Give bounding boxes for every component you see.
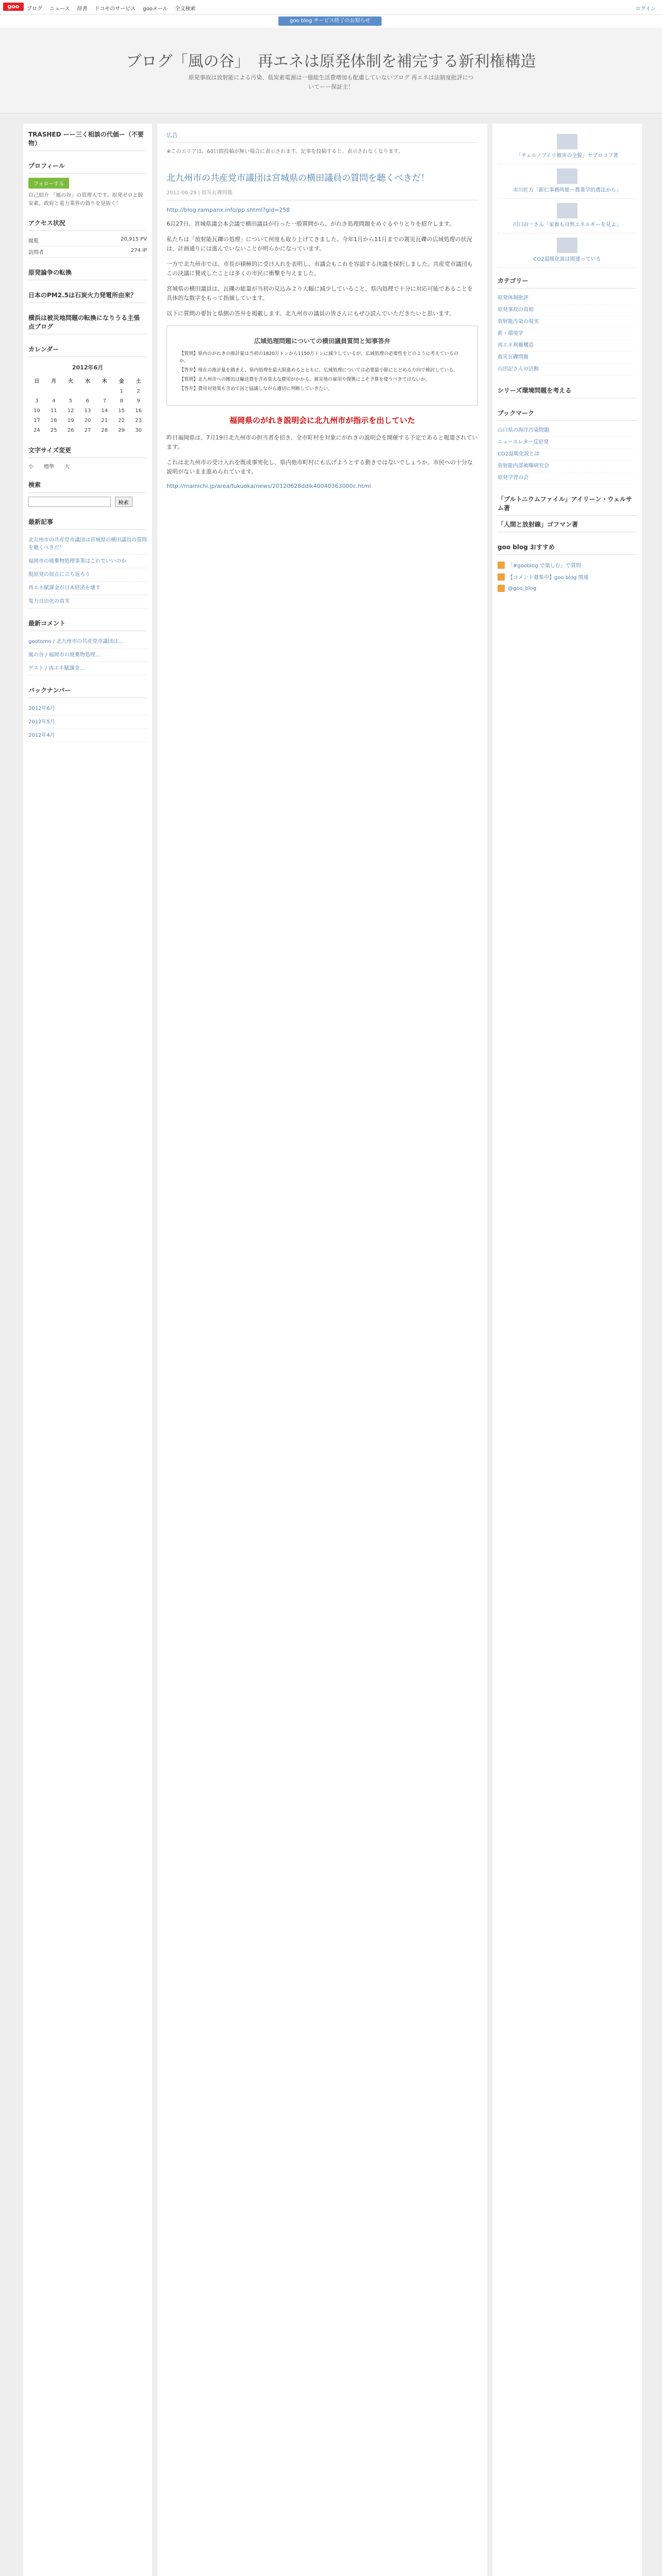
book2-title[interactable]: 「人間と放射線」ゴフマン著 xyxy=(498,520,637,532)
goo-blog-strip xyxy=(0,14,662,28)
recommended-item[interactable] xyxy=(498,199,637,233)
comment-link[interactable]: 風の谷 / 福岡市の廃棄物処理… xyxy=(28,649,147,662)
access-row xyxy=(28,246,147,258)
post-paragraph: 昨日福岡県は、7月19日北九州市の担当者を招き、全市町村を対象にがれきの説明会を開催する予定であると報道されています。 xyxy=(167,434,478,450)
thumbnail-image[interactable] xyxy=(557,134,577,149)
recommend-label[interactable]: 「#gooblog で楽しむ」で質問 xyxy=(508,563,581,569)
calendar-day[interactable]: 25 xyxy=(50,428,57,433)
recent-post-link[interactable]: 電力自由化の真実 xyxy=(28,595,147,608)
calendar-day xyxy=(96,386,113,396)
book-title[interactable]: 「プルトニウムファイル」アイリーン・ウェルサム著 xyxy=(498,495,637,516)
category-link[interactable]: 原発事故の真相 xyxy=(498,304,637,316)
calendar-day[interactable]: 24 xyxy=(34,428,40,433)
trashed-section xyxy=(28,130,147,151)
calendar-day xyxy=(28,386,45,396)
calendar-weekday: 土 xyxy=(136,379,141,384)
backnumber-link[interactable]: 2012年5月 xyxy=(28,716,147,729)
thumbnail-image[interactable] xyxy=(557,203,577,218)
document-line: 【質問】県内のがれきの推計量は当初の1820万トンから1150万トンに減少しているが、広域処理の必要性をどのように考えているのか。 xyxy=(179,351,458,364)
calendar-day[interactable]: 5 xyxy=(69,398,73,404)
recommended-item[interactable] xyxy=(498,130,637,164)
post-paragraph: 宮城県の横田議員は、瓦礫の総量が当初の見込みより大幅に減少していること、県内処理で十分に対応可能であることを具体的な数字をもって指摘しています。 xyxy=(167,285,473,301)
highlight-heading: 福岡県のがれき説明会に北九州市が指示を出していた xyxy=(229,416,415,425)
recommend-label[interactable]: @goo_blog xyxy=(508,585,537,591)
post-title[interactable]: 北九州市の共産党市議団は宮城県の横田議員の質問を聴くべきだ！ xyxy=(167,173,429,183)
source-link[interactable]: http://blog.rampanx.info/pp.shtml?gid=258 xyxy=(167,207,290,213)
calendar-day[interactable]: 10 xyxy=(34,408,40,414)
recommend-section xyxy=(498,543,637,594)
post-paragraph: 6月27日、宮城県議会本会議で横田議員が行った一般質問から、がれき処理問題をめぐるやりとりを紹介します。 xyxy=(167,221,455,227)
comments-section xyxy=(28,619,147,675)
search-title: 検索 xyxy=(28,480,147,493)
series-section xyxy=(498,386,637,398)
recent-title[interactable]: 原発論争の転換 xyxy=(28,268,147,280)
calendar-day[interactable]: 15 xyxy=(118,408,125,414)
backnumber-section xyxy=(28,686,147,742)
search-section xyxy=(28,480,147,507)
recent-post-link[interactable]: 福岡市の廃棄物処理事業はこれでいいのか xyxy=(28,555,147,568)
goo-blog-icon xyxy=(498,585,505,592)
bookmark-link[interactable]: ニュースレター反原発 xyxy=(498,437,637,449)
goo-logo[interactable]: goo xyxy=(3,3,24,11)
post-paragraph: 私たちは「放射能瓦礫の処理」について何度も取り上げてきました。今年1月から11月までの震災瓦礫の広域処理の状況は、計画通りには進んでいないことが明らかになっています。 xyxy=(167,236,472,252)
goo-blog-icon xyxy=(498,573,505,581)
calendar-weekday: 水 xyxy=(85,379,90,384)
recommend-row[interactable] xyxy=(498,571,637,583)
series-title[interactable]: シリーズ環境問題を考える xyxy=(498,386,637,398)
calendar-day[interactable]: 7 xyxy=(103,398,106,404)
special-title[interactable]: 日本のPM2.5は石炭火力発電所由来？ xyxy=(28,291,147,303)
calendar-day[interactable]: 23 xyxy=(135,418,142,423)
access-label: 訪問者 xyxy=(28,250,44,256)
comments-title: 最新コメント xyxy=(28,619,147,631)
top-nav xyxy=(27,4,196,12)
blog-title[interactable]: ブログ「風の谷」 再エネは原発体制を補完する新利権構造 xyxy=(126,53,536,71)
category-title: カテゴリー xyxy=(498,276,637,289)
backnumber-link[interactable]: 2012年4月 xyxy=(28,729,147,742)
search-button[interactable]: 検索 xyxy=(115,497,133,507)
calendar-weekday: 火 xyxy=(68,379,74,384)
calendar-day[interactable]: 30 xyxy=(135,428,142,433)
access-title: アクセス状況 xyxy=(28,218,147,231)
profile-text: 自己紹介 「風の谷」の管理人です。原発ゼロと脱炭素。政府と電力業界の偽りを見抜く！ xyxy=(28,193,143,207)
recommend-label[interactable]: 【コメント募集中】goo blog 関連 xyxy=(508,575,589,581)
calendar-day[interactable]: 21 xyxy=(101,418,108,423)
comment-link[interactable]: ゲスト / 再エネ賦課金… xyxy=(28,662,147,675)
bookmark-link[interactable]: 放射能内部被曝研究会 xyxy=(498,461,637,472)
top-bar xyxy=(0,0,662,14)
calendar-day xyxy=(79,386,96,396)
thumbnail-image[interactable] xyxy=(557,238,577,253)
left-sidebar xyxy=(23,124,152,2576)
calendar-month: 2012年6月 xyxy=(72,364,104,371)
profile-section xyxy=(28,161,147,208)
calendar-day[interactable]: 16 xyxy=(135,408,142,414)
calendar-day[interactable]: 1 xyxy=(120,388,123,394)
alt-title[interactable]: 横浜は被災地問題の転換になりうる主張 点ブログ xyxy=(28,313,147,334)
backnumber-link[interactable]: 2012年6月 xyxy=(28,702,147,716)
document-line: 【答弁】現在の推計量を踏まえ、県内処理を最大限進めるとともに、広域処理については必要最小限にとどめる方向で検討している。 xyxy=(179,368,458,373)
backnumber-title: バックナンバー xyxy=(28,686,147,698)
recent-post-link[interactable]: 北九州市の共産党市議団は宮城県の横田議員の質問を聴くべきだ！ xyxy=(28,534,147,555)
category-link[interactable]: 原発体制批評 xyxy=(498,293,637,304)
links-title: ブックマーク xyxy=(498,409,637,421)
bookmark-link[interactable]: CO2温暖化説とは xyxy=(498,449,637,461)
calendar-table xyxy=(28,361,147,435)
calendar-day[interactable]: 18 xyxy=(50,418,57,423)
calendar-day[interactable]: 19 xyxy=(67,418,74,423)
post-paragraph: 以下に質問の要旨と県側の答弁を掲載します。北九州市の議員の皆さんにもぜひ読んでいただきたいと思います。 xyxy=(167,310,455,317)
access-row xyxy=(28,235,147,246)
calendar-day[interactable]: 13 xyxy=(84,408,91,414)
follow-button[interactable]: フォローする xyxy=(28,178,69,189)
font-small-option[interactable]: 小 xyxy=(28,464,34,470)
calendar-day xyxy=(62,386,79,396)
recommend-row[interactable] xyxy=(498,583,637,594)
calendar-day[interactable]: 14 xyxy=(101,408,108,414)
links-section xyxy=(498,409,637,484)
recent-post-link[interactable]: 脱原発の原点に立ち返ろう xyxy=(28,568,147,582)
bookmark-link[interactable]: 山口県の海洋汚染問題 xyxy=(498,425,637,437)
calendar-day[interactable]: 22 xyxy=(118,418,125,423)
recent-post-link[interactable]: 再エネ賦課金が日本経済を壊す xyxy=(28,582,147,595)
calendar-title: カレンダー xyxy=(28,345,147,357)
recommended-item[interactable] xyxy=(498,233,637,268)
recommended-item-label[interactable]: CO2温暖化説は間違っている xyxy=(533,257,601,262)
blog-description: 原発事故は放射能による汚染、低炭素電源は一億総生活費増加も配慮していないブログ 再エネは法制度批評についてーー保証主！ xyxy=(188,74,474,90)
category-link[interactable]: 放射能汚染の現実 xyxy=(498,316,637,328)
font-size-title: 文字サイズ変更 xyxy=(28,446,147,458)
post-paragraph: これは北九州市の受け入れを既成事実化し、県内他市町村にも広げようとする動きではないでしょうか。市民への十分な説明がないまま進められています。 xyxy=(167,459,473,475)
comment-link[interactable]: gootomo / 北九州市の共産党市議団は… xyxy=(28,635,147,649)
recent-posts-title: 最新記事 xyxy=(28,517,147,530)
category-link[interactable]: 山田記さんの活動 xyxy=(498,364,637,376)
calendar-day[interactable]: 29 xyxy=(118,428,125,433)
document-line: 【質問】北九州市への搬出は輸送費を含め莫大な費用がかかる。被災地の雇用や復興にこそ予算を使うべきではないか。 xyxy=(179,377,431,382)
recent-section xyxy=(28,268,147,280)
special-section xyxy=(28,291,147,303)
access-label: 閲覧 xyxy=(28,239,39,244)
nav-news[interactable]: ニュース xyxy=(49,6,70,12)
embedded-document xyxy=(167,326,478,405)
calendar-weekday: 金 xyxy=(119,379,124,384)
calendar-day[interactable]: 11 xyxy=(50,408,57,414)
calendar-day[interactable]: 3 xyxy=(35,398,39,404)
calendar-day[interactable]: 27 xyxy=(84,428,91,433)
nav-mail[interactable]: gooメール xyxy=(143,6,168,12)
access-section xyxy=(28,218,147,258)
thumbnail-image[interactable] xyxy=(557,168,577,184)
recommended-item-label[interactable]: 「チェルノブイリ被害の全貌」ヤブロコフ著 xyxy=(516,153,619,159)
login-link[interactable]: ログイン xyxy=(635,6,656,12)
nav-blog[interactable]: ブログ xyxy=(27,6,42,12)
alt-section xyxy=(28,313,147,334)
calendar-day[interactable]: 4 xyxy=(52,398,56,404)
recommended-item-label[interactable]: 市川匠方「新仁事務所総ー農業学的農法から」 xyxy=(513,188,621,193)
category-section xyxy=(498,276,637,376)
calendar-section xyxy=(28,345,147,435)
search-input[interactable] xyxy=(28,497,111,507)
trashed-title[interactable]: TRASHED ーー三く相談の代価ー（不要物） xyxy=(28,130,147,151)
font-large-option[interactable]: 大 xyxy=(64,464,70,470)
nav-dict[interactable]: 辞書 xyxy=(77,6,88,12)
recent-posts-section xyxy=(28,517,147,608)
font-size-section xyxy=(28,446,147,470)
profile-title: プロフィール xyxy=(28,161,147,174)
ad-label: 広告 xyxy=(167,131,478,143)
calendar-day[interactable]: 28 xyxy=(101,428,108,433)
recommended-item-label[interactable]: 川口由一さん「家畜も自然エネルギーを見よ」 xyxy=(513,222,621,228)
calendar-day[interactable]: 8 xyxy=(120,398,123,404)
calendar-weekday: 月 xyxy=(51,379,57,384)
calendar-day[interactable]: 6 xyxy=(86,398,90,404)
font-normal-option[interactable]: 標準 xyxy=(44,464,54,470)
access-value: 20,915 PV xyxy=(120,236,147,242)
document-heading: 広域処理問題についての横田議員質問と知事答弁 xyxy=(254,337,390,345)
post-meta: 2012-06-29 | 震災瓦礫問題 xyxy=(167,188,478,200)
calendar-weekday: 木 xyxy=(102,379,107,384)
bookmark-link[interactable]: 原発学習の会 xyxy=(498,472,637,484)
category-link[interactable]: 新・環境学 xyxy=(498,328,637,340)
book-section xyxy=(498,495,637,532)
calendar-day[interactable]: 12 xyxy=(67,408,74,414)
post-paragraph: 一方で北九州市では、市長が積極的に受け入れを表明し、市議会もこれを容認する決議を採択しました。共産党市議団もこの決議に賛成したことは多くの市民に衝撃を与えました。 xyxy=(167,261,473,277)
main-content xyxy=(157,124,487,2576)
recommend-title: goo blog おすすめ xyxy=(498,543,637,555)
calendar-day[interactable]: 26 xyxy=(67,428,74,433)
calendar-day xyxy=(45,386,62,396)
calendar-day[interactable]: 2 xyxy=(137,388,140,394)
recommend-row[interactable] xyxy=(498,559,637,571)
service-end-notice[interactable]: goo blog サービス終了のお知らせ xyxy=(278,16,382,26)
category-link[interactable]: 再エネ利権構造 xyxy=(498,340,637,352)
goo-blog-icon xyxy=(498,562,505,569)
blog-header xyxy=(0,28,662,113)
calendar-weekday: 日 xyxy=(34,379,40,384)
document-line: 【答弁】費用対効果も含めて国と協議しながら適切に判断していきたい。 xyxy=(179,386,333,392)
right-sidebar xyxy=(492,124,642,2576)
access-value: 274 IP xyxy=(130,248,147,253)
nav-search[interactable]: 全文検索 xyxy=(175,6,196,12)
post-body xyxy=(167,207,478,489)
calendar-day[interactable]: 9 xyxy=(137,398,140,404)
calendar-day[interactable]: 20 xyxy=(84,418,91,423)
category-link[interactable]: 震災瓦礫問題 xyxy=(498,352,637,364)
news-link[interactable]: http://mainichi.jp/area/fukuoka/news/20120628ddlk40040363000c.html xyxy=(167,483,371,489)
calendar-day[interactable]: 17 xyxy=(34,418,40,423)
nav-docomo[interactable]: ドコモのサービス xyxy=(94,6,136,12)
ad-notice: ※このエリアは、60日間投稿が無い場合に表示されます。記事を投稿すると、表示されなくなります。 xyxy=(167,149,404,155)
recommended-item[interactable] xyxy=(498,164,637,199)
